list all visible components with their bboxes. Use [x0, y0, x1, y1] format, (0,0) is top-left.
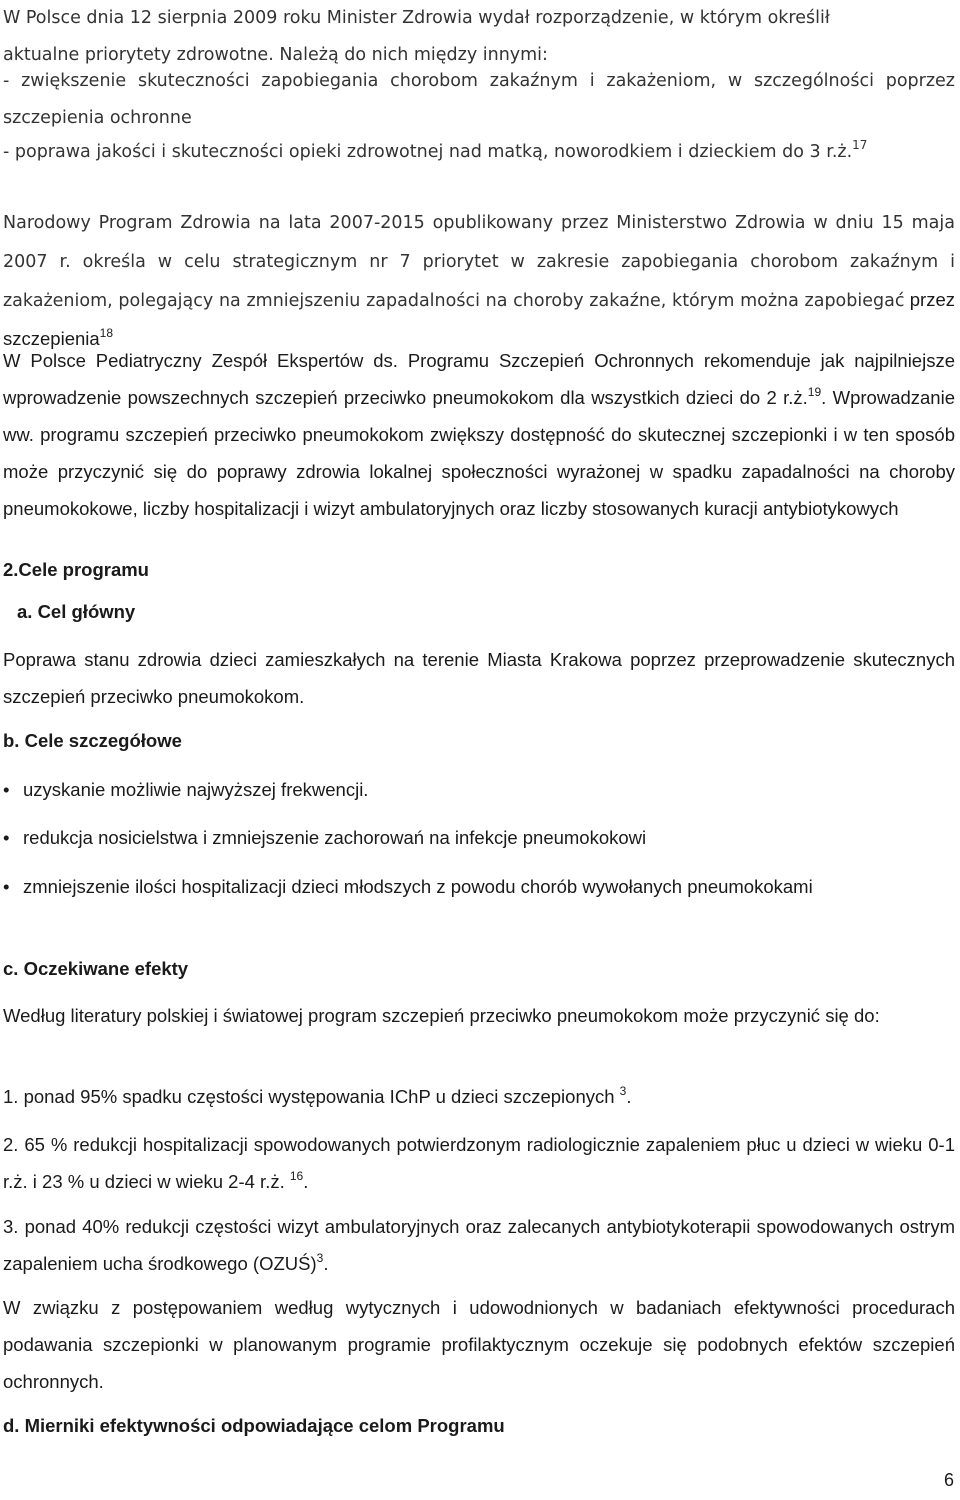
- list-item-text: zmniejszenie ilości hospitalizacji dzieci młodszych z powodu chorób wywołanych pneumokokami: [23, 876, 813, 897]
- list-item: [3, 819, 955, 856]
- pzes-paragraph: [3, 342, 955, 527]
- list-item: [3, 868, 955, 905]
- bullet-icon: •: [3, 876, 10, 897]
- effect-item-3-text: 3. ponad 40% redukcji częstości wizyt ambulatoryjnych oraz zalecanych antybiotykoterapii spowodowanych ostrym zapaleniem ucha środkowego (OZUŚ): [3, 1216, 955, 1274]
- detailed-goals-heading-text: b. Cele szczegółowe: [3, 730, 182, 751]
- intro-line-2: aktualne priorytety zdrowotne. Należą do nich między innymi:: [3, 45, 548, 65]
- main-goal-heading: a. Cel główny: [17, 601, 136, 622]
- priority-item-2-text: - poprawa jakości i skuteczności opieki zdrowotnej nad matką, noworodkiem i dzieckiem do 3 r.ż.: [3, 142, 853, 162]
- list-item: [3, 771, 955, 808]
- pzes-text-1: W Polsce Pediatryczny Zespół Ekspertów ds. Programu Szczepień Ochronnych rekomenduje jak najpilniejsze wprowadzenie powszechnych szczepień przeciwko pneumokokom dla wszystkich dzieci do 2 r.ż.: [3, 350, 955, 408]
- footnote-ref: 16: [289, 1169, 304, 1183]
- priority-item-2: [3, 134, 955, 171]
- priority-item-1-text: - zwiększenie skuteczności zapobiegania chorobom zakaźnym i zakażeniom, w szczególności poprzez szczepienia ochronne: [3, 71, 955, 128]
- effect-item-1: [3, 1078, 955, 1115]
- closing-paragraph: W związku z postępowaniem według wytycznych i udowodnionych w badaniach efektywności procedurach podawania szczepionki w planowanym programie profilaktycznym oczekuje się podobnych efektów szczepień ochronnych.: [3, 1297, 955, 1392]
- effect-item-2-text: 2. 65 % redukcji hospitalizacji spowodowanych potwierdzonym radiologicznie zapaleniem płuc u dzieci w wieku 0-1 r.ż. i 23 % u dzieci w wieku 2-4 r.ż.: [3, 1134, 955, 1192]
- effect-item-1-end: .: [626, 1086, 632, 1107]
- measures-heading: d. Mierniki efektywności odpowiadające celom Programu: [3, 1415, 505, 1436]
- pzes-text-2: . Wprowadzanie ww. programu szczepień przeciwko pneumokokom zwiększy dostępność do skutecznej szczepionki i w ten sposób może przyczynić się do poprawy zdrowia lokalnej społeczności wyrażonej w spadku zapadalności na choroby pneumokokowe, liczby hospitalizacji i wizyt ambulatoryjnych oraz liczby stosowanych kuracji antybiotykowych: [3, 387, 956, 519]
- main-goal-text: Poprawa stanu zdrowia dzieci zamieszkałych na terenie Miasta Krakowa poprzez przeprowadzenie skutecznych szczepień przeciwko pneumokokom.: [3, 649, 955, 707]
- bullet-icon: •: [3, 779, 10, 800]
- list-item-text: redukcja nosicielstwa i zmniejszenie zachorowań na infekcje pneumokokowi: [23, 827, 647, 848]
- effect-item-1-text: 1. ponad 95% spadku częstości występowania IChP u dzieci szczepionych: [3, 1086, 620, 1107]
- expected-effects-heading: c. Oczekiwane efekty: [3, 958, 189, 979]
- footnote-ref: 3: [619, 1084, 627, 1098]
- list-item-text: uzyskanie możliwie najwyższej frekwencji.: [23, 779, 369, 800]
- effect-item-3: [3, 1208, 955, 1282]
- npz-text: Narodowy Program Zdrowia na lata 2007-2015 opublikowany przez Ministerstwo Zdrowia w dniu 15 maja 2007 r. określa w celu strategicznym nr 7 priorytet w zakresie zapobiegania chorobom zakaźnym i zakażeniom, polegający na zmniejszeniu zapadalności na choroby zakaźne, którym można zapobiegać: [3, 213, 955, 311]
- footnote-ref: 19: [807, 385, 822, 399]
- npz-tail: przez szczepienia: [3, 289, 955, 349]
- priority-item-1: [3, 63, 955, 137]
- effect-item-3-end: .: [323, 1253, 329, 1274]
- page-number: 6: [943, 1470, 954, 1490]
- effect-item-2-end: .: [303, 1171, 309, 1192]
- npz-paragraph: [3, 203, 955, 357]
- footnote-ref: 3: [316, 1251, 324, 1265]
- bullet-icon: •: [3, 827, 10, 848]
- footnote-ref: 17: [852, 138, 868, 152]
- section-2-heading: 2.Cele programu: [3, 559, 149, 580]
- expected-effects-intro: Według literatury polskiej i światowej program szczepień przeciwko pneumokokom może przyczynić się do:: [3, 1005, 880, 1026]
- intro-line-1: W Polsce dnia 12 sierpnia 2009 roku Minister Zdrowia wydał rozporządzenie, w którym określił: [3, 8, 830, 28]
- footnote-ref: 18: [99, 326, 114, 340]
- effect-item-2: [3, 1126, 955, 1200]
